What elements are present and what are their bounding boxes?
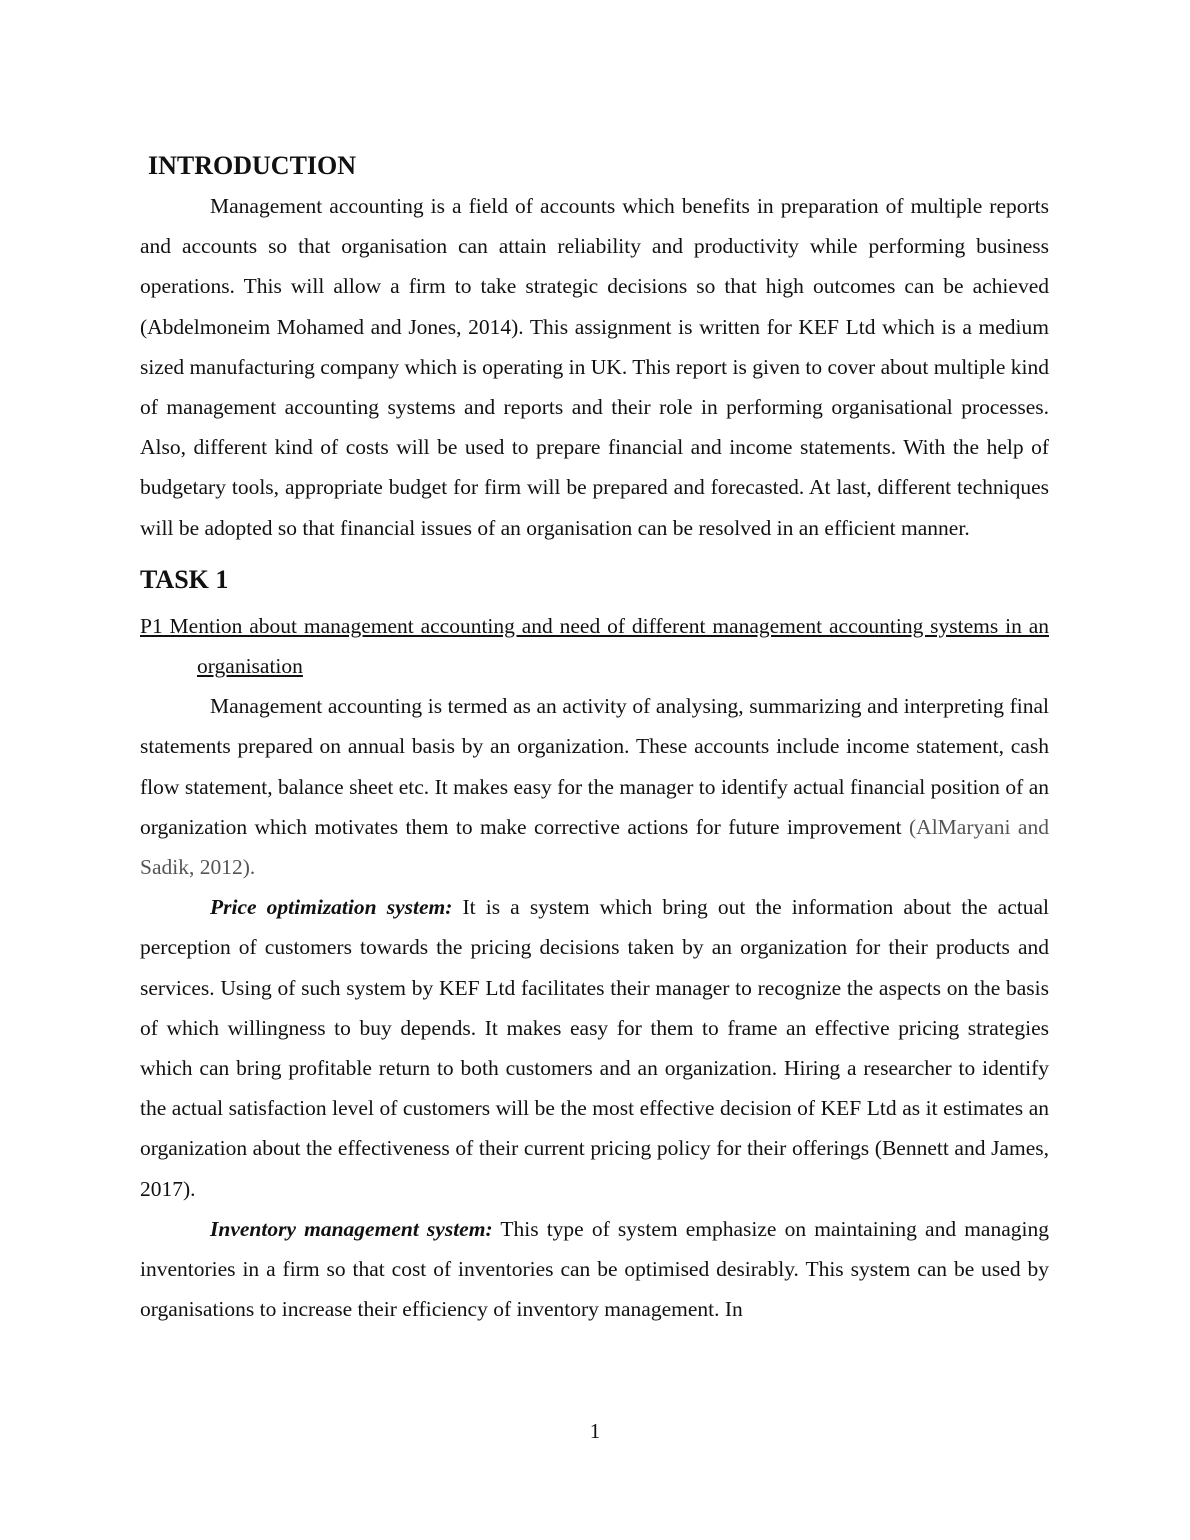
inventory-management-text: This type of system emphasize on maintaining and managing inventories in a firm so that cost of inventories can be optimised desirably. This system can be used by organisations to increase their efficiency of inventory management. In — [140, 1216, 1049, 1322]
introduction-paragraph: Management accounting is a field of accounts which benefits in preparation of multiple reports and accounts so that organisation can attain reliability and productivity while performing business operations. This will allow a firm to take strategic decisions so that high outcomes can be achieved (Abdelmoneim Mohamed and Jones, 2014). This assignment is written for KEF Ltd which is a medium sized manufacturing company which is operating in UK. This report is given to cover about multiple kind of management accounting systems and reports and their role in performing organisational processes. Also, different kind of costs will be used to prepare financial and income statements. With the help of budgetary tools, appropriate budget for firm will be prepared and forecasted. At last, different techniques will be adopted so that financial issues of an organisation can be resolved in an efficient manner. — [140, 194, 1049, 540]
inventory-management-paragraph — [140, 1209, 1049, 1330]
definition-paragraph — [140, 686, 1049, 887]
definition-text: Management accounting is termed as an activity of analysing, summarizing and interpreting final statements prepared on annual basis by an organization. These accounts include income statement, cash flow statement, balance sheet etc. It makes easy for the manager to identify actual financial position of an organization which motivates them to make corrective actions for future improvement — [140, 694, 1049, 839]
price-optimization-text: It is a system which bring out the information about the actual perception of customers towards the pricing decisions taken by an organization for their products and services. Using of such system by KEF Ltd facilitates their manager to recognize the aspects on the basis of which willingness to buy depends. It makes easy for them to frame an effective pricing strategies which can bring profitable return to both customers and an organization. Hiring a researcher to identify the actual satisfaction level of customers will be the most effective decision of KEF Ltd as it estimates an organization about the effectiveness of their current pricing policy for their offerings (Bennett and James, 2017). — [140, 895, 1049, 1201]
price-optimization-paragraph — [140, 887, 1049, 1209]
p1-subheading: P1 Mention about management accounting and need of different management accounting systems in an organisation — [140, 613, 1049, 679]
page-content — [140, 146, 1049, 1329]
page-number: 1 — [589, 1419, 601, 1443]
task1-heading: TASK 1 — [140, 564, 229, 594]
price-optimization-term: Price optimization system: — [210, 895, 453, 920]
inventory-management-term: Inventory management system: — [210, 1216, 493, 1241]
introduction-heading: INTRODUCTION — [148, 151, 357, 180]
definition-citation: (AlMaryani and Sadik, 2012). — [140, 814, 1049, 880]
